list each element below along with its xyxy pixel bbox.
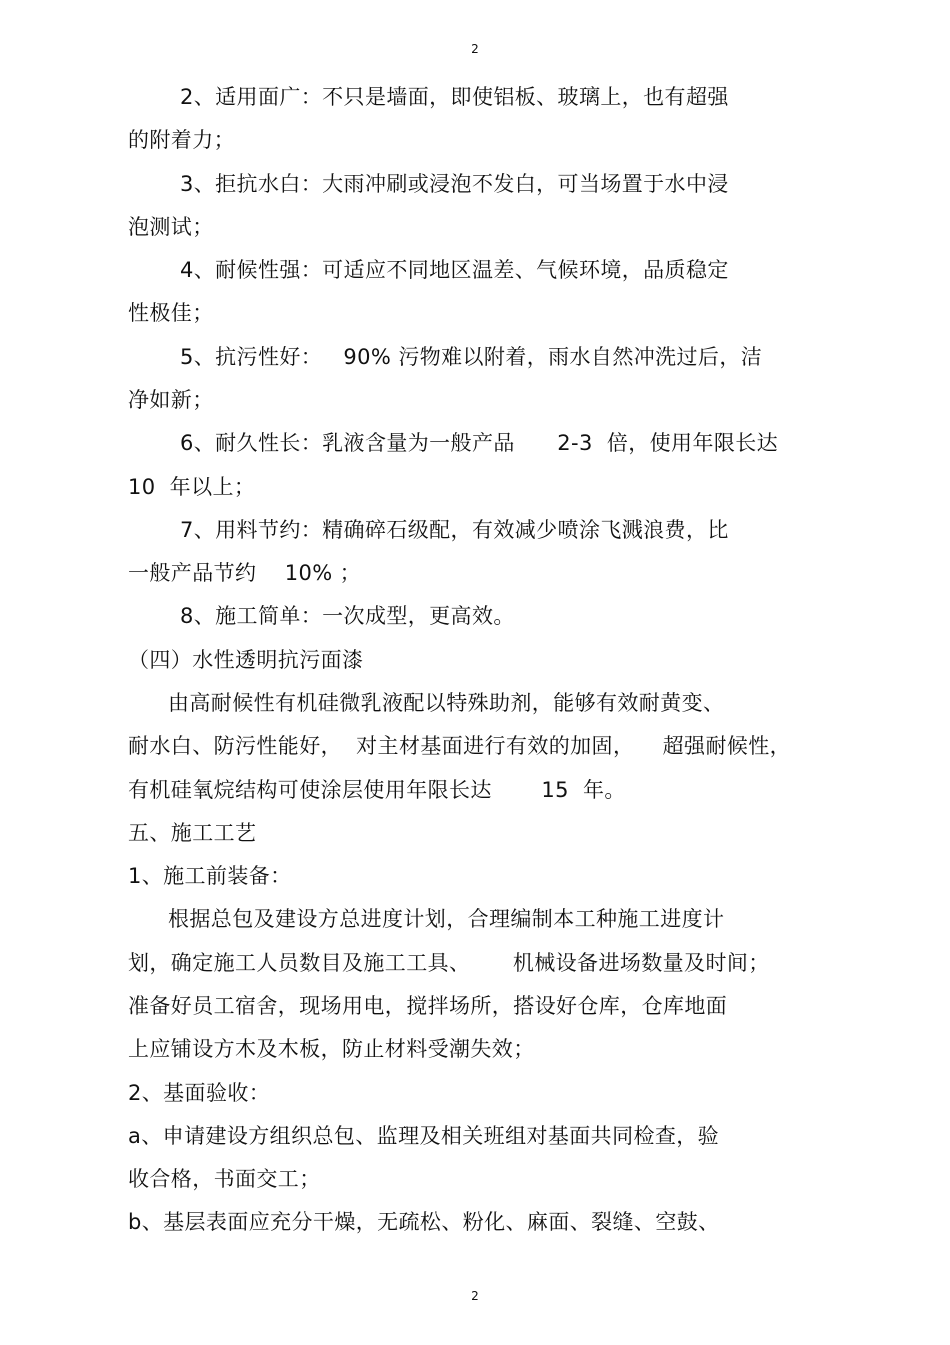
text-line: a、申请建设方组织总包、监理及相关班组对基面共同检查，验 [128,1124,720,1148]
page-number-bottom: 2 [471,1289,479,1303]
subsection-heading: 1、施工前装备： [128,864,292,888]
section-heading: 五、施工工艺 [128,821,257,845]
text-line: 4、耐候性强：可适应不同地区温差、气候环境，品质稳定 [180,258,729,282]
text-line: 根据总包及建设方总进度计划，合理编制本工种施工进度计 [168,907,725,931]
text-line: 耐水白、防污性能好， 对主材基面进行有效的加固， 超强耐候性， [128,734,792,758]
text-line: 有机硅氧烷结构可使涂层使用年限长达 15 年。 [128,778,626,802]
text-line: 6、耐久性长：乳液含量为一般产品 2-3 倍，使用年限长达 [180,431,779,455]
text-line: 2、适用面广：不只是墙面，即使铝板、玻璃上，也有超强 [180,85,729,109]
text-line: 10 年以上； [128,475,256,499]
text-line: 8、施工简单：一次成型，更高效。 [180,604,515,628]
text-line: 的附着力； [128,128,235,152]
text-line: 3、拒抗水白：大雨冲刷或浸泡不发白，可当场置于水中浸 [180,172,729,196]
text-line: 准备好员工宿舍，现场用电，搅拌场所，搭设好仓库，仓库地面 [128,994,728,1018]
text-line: 划，确定施工人员数目及施工工具、 机械设备进场数量及时间； [128,951,770,975]
section-heading: （四）水性透明抗污面漆 [128,648,364,672]
subsection-heading: 2、基面验收： [128,1081,271,1105]
text-line: 5、抗污性好： 90% 污物难以附着，雨水自然冲洗过后，洁 [180,345,763,369]
text-line: 一般产品节约 10% ； [128,561,362,585]
text-line: 7、用料节约：精确碎石级配，有效减少喷涂飞溅浪费，比 [180,518,729,542]
text-line: 净如新； [128,388,214,412]
text-line: 泡测试； [128,215,214,239]
text-line: 上应铺设方木及木板，防止材料受潮失效； [128,1037,535,1061]
text-line: b、基层表面应充分干燥，无疏松、粉化、麻面、裂缝、空鼓、 [128,1210,720,1234]
text-line: 性极佳； [128,301,214,325]
text-line: 由高耐候性有机硅微乳液配以特殊助剂，能够有效耐黄变、 [168,691,725,715]
text-line: 收合格，书面交工； [128,1167,321,1191]
page-number-top: 2 [471,42,479,56]
